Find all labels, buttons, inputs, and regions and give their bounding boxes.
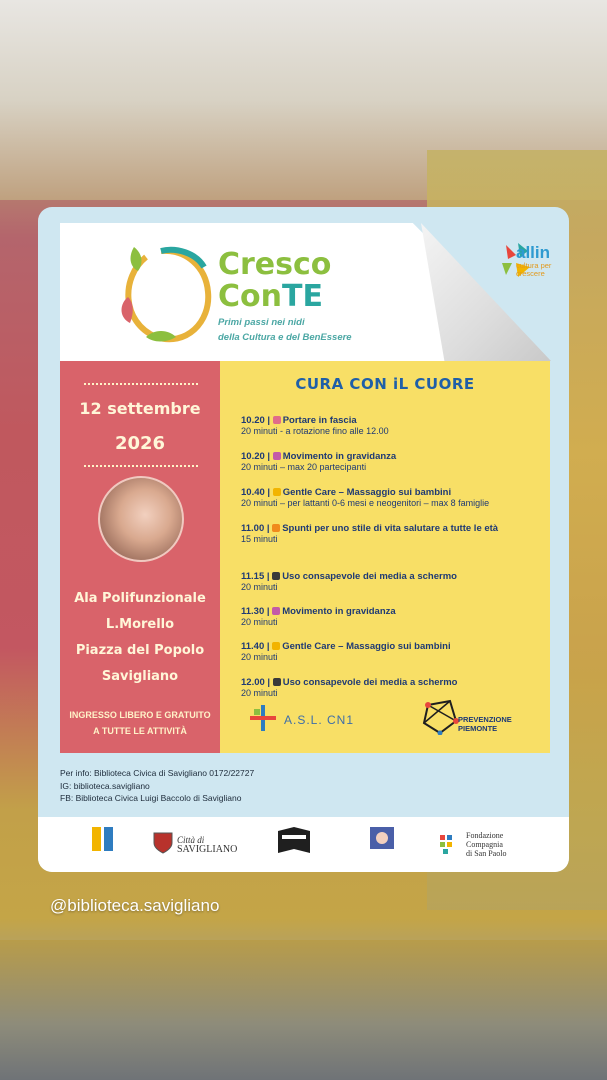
- contact-info: [60, 767, 254, 805]
- brand-subtitle-line2: della Cultura e del BenEssere: [218, 332, 352, 343]
- schedule-item: 10.20 | Portare in fascia 20 minuti - a rotazione fino alle 12.00: [241, 415, 389, 436]
- account-handle[interactable]: @biblioteca.savigliano: [50, 896, 220, 915]
- fondazione-compagnia-logo-icon: [438, 833, 458, 855]
- venue-line: Ala Polifunzionale: [74, 591, 206, 606]
- brand-title-line2: ConTE: [218, 279, 323, 314]
- dotted-divider: [84, 383, 198, 385]
- heart-icon: [272, 642, 280, 650]
- sistema-bibliotecario-logo-icon: [274, 825, 314, 859]
- dotted-divider: [84, 465, 198, 467]
- heart-icon: [273, 488, 281, 496]
- schedule-title: CURA CON iL CUORE: [295, 375, 475, 393]
- phone-icon: [273, 678, 281, 686]
- info-line: Per info: Biblioteca Civica di Savigliano 0172/22727: [60, 768, 255, 778]
- schedule-item: 11.40 | Gentle Care – Massaggio sui bambini 20 minuti: [241, 641, 451, 662]
- event-date: 12 settembre: [79, 399, 201, 418]
- nati-per-leggere-logo-icon: [368, 825, 396, 859]
- allin-name: allin: [516, 243, 551, 262]
- carrot-icon: [272, 524, 280, 532]
- citta-name: SAVIGLIANO: [177, 844, 238, 855]
- baby-photo: [98, 476, 184, 562]
- info-line: FB: Biblioteca Civica Luigi Baccolo di Savigliano: [60, 793, 242, 803]
- allin-tagline: cultura per crescere: [516, 261, 552, 278]
- schedule-item: 11.00 | Spunti per uno stile di vita salutare a tutte le età 15 minuti: [241, 523, 499, 544]
- schedule-column: [220, 361, 550, 753]
- library-logo-icon: [90, 825, 116, 855]
- sponsor-footer: [38, 817, 569, 872]
- prevenzione-piemonte-name: PREVENZIONE PIEMONTE: [458, 715, 512, 733]
- event-year: 2026: [114, 433, 166, 454]
- schedule-item: 10.20 | Movimento in gravidanza 20 minuti – max 20 partecipanti: [241, 451, 397, 472]
- brand-subtitle-line1: Primi passi nei nidi: [218, 317, 305, 328]
- citta-savigliano-crest-icon: [152, 831, 174, 855]
- phone-icon: [272, 572, 280, 580]
- pregnancy-icon: [273, 452, 281, 460]
- prevenzione-piemonte-logo-icon: [420, 699, 460, 735]
- venue-line: Savigliano: [101, 669, 179, 684]
- brand-title-line1: Cresco: [218, 247, 332, 282]
- cresco-conte-logo-icon: [116, 237, 216, 352]
- pregnancy-icon: [272, 607, 280, 615]
- brand-block: [218, 249, 352, 343]
- venue-line: Piazza del Popolo: [75, 643, 205, 658]
- story-card[interactable]: [38, 207, 569, 872]
- fondazione-name: Fondazione Compagnia di San Paolo: [466, 831, 507, 858]
- fascia-icon: [273, 416, 281, 424]
- free-entry-note: INGRESSO LIBERO E GRATUITO A TUTTE LE ATTIVITÀ: [69, 710, 211, 736]
- info-line: IG: biblioteca.savigliano: [60, 780, 150, 791]
- venue-line: L.Morello: [105, 617, 175, 632]
- schedule-item: 10.40 | Gentle Care – Massaggio sui bambini 20 minuti – per lattanti 0-6 mesi e neogenitori – max 8 famiglie: [241, 487, 490, 508]
- citta-label: Città di: [177, 835, 205, 845]
- schedule-item: 11.30 | Movimento in gravidanza 20 minuti: [241, 606, 396, 627]
- schedule-item: 11.15 | Uso consapevole dei media a schermo 20 minuti: [241, 571, 457, 592]
- event-info-column: [60, 361, 220, 753]
- asl-cn1-name: A.S.L. CN1: [284, 713, 355, 727]
- asl-cn1-logo-icon: [250, 705, 276, 731]
- background-blur-bottom: [0, 940, 607, 1080]
- schedule-item: 12.00 | Uso consapevole dei media a schermo 20 minuti: [241, 677, 458, 698]
